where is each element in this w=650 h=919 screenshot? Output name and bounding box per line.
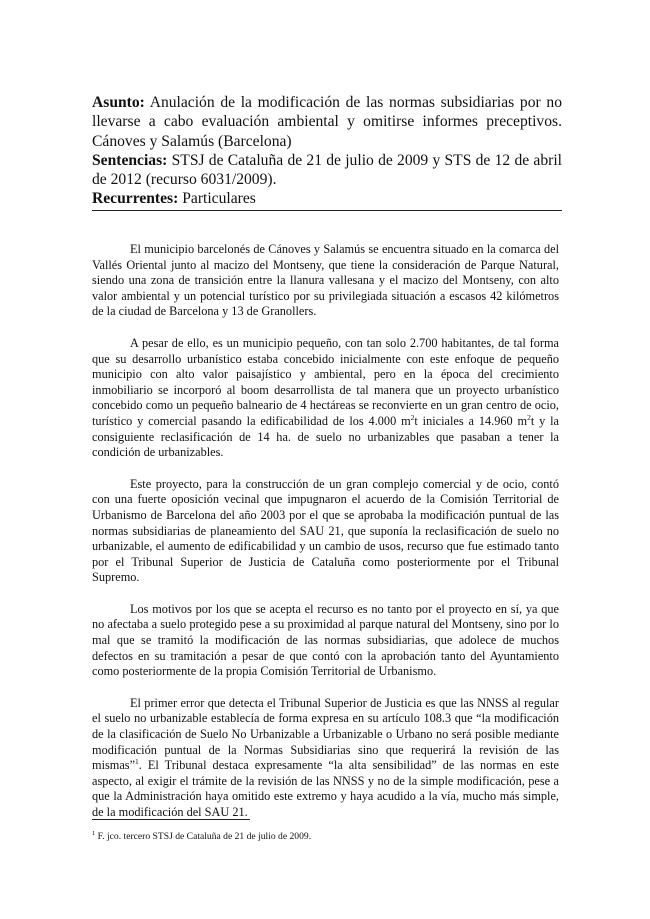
footnote — [92, 831, 562, 843]
paragraph-5 — [92, 696, 559, 821]
paragraph-2-part-a: A pesar de ello, es un municipio pequeño, con tan solo 2.700 habitantes, de tal forma que su desarrollo urbanístico estaba concebido inicialmente con este enfoque de pequeño municipio con alto valor paisajístico y ambiental, pero en la época del crecimiento inmobiliario se incorporó al boom desarrollista de tal manera que un proyecto urbanístico concebido como un pequeño balneario de 4 hectáreas se reconvierte en un gran centro de ocio, turístico y comercial pasando la edificabilidad de los 4.000 m — [92, 335, 559, 428]
paragraph-2 — [92, 336, 559, 461]
appellants-text: Particulares — [182, 190, 256, 208]
document-body — [92, 242, 559, 837]
paragraph-5-part-b: . El Tribunal destaca expresamente “la alta sensibilidad” de las normas en este aspecto, al exigir el trámite de la revisión de las NNSS y no de la simple modificación, pese a que la Administración haya omitido este extremo y haya acudido a la vía, mucho más simple, de la modificación del SAU 21. — [92, 758, 559, 819]
superscript-squared: 2 — [410, 412, 415, 422]
appellants-row — [92, 189, 562, 208]
paragraph-2-part-c: t y la consiguiente reclasificación de 14 ha. de suelo no urbanizables que pasaban a tener la condición de urbanizables. — [92, 413, 559, 460]
superscript-squared: 2 — [527, 412, 531, 422]
sentences-row — [92, 151, 562, 190]
document-header — [92, 93, 562, 211]
paragraph-2-part-b: t iniciales a 14.960 m — [414, 413, 528, 428]
footnote-number: 1 — [92, 830, 96, 837]
subject-label: Asunto: — [92, 94, 145, 111]
paragraph-4: Los motivos por los que se acepta el recurso es no tanto por el proyecto en sí, ya que no afectaba a suelo protegido pese a su proximidad al parque natural del Montseny, sino por lo mal que se tramitó la modificación de las normas subsidiarias, que adolece de muchos defectos en su tramitación a pesar de que contó con la aprobación tanto del Ayuntamiento como posteriormente de la propia Comisión Territorial de Urbanismo. — [92, 601, 559, 679]
footnote-divider — [92, 819, 250, 820]
footnote-reference[interactable]: 1 — [135, 757, 139, 767]
subject-row — [92, 93, 562, 151]
paragraph-1: El municipio barcelonés de Cánoves y Salamús se encuentra situado en la comarca del Vallés Oriental junto al macizo del Montseny, que tiene la consideración de Parque Natural, siendo una zona de transición entre la llanura vallesana y el macizo del Montseny, con alto valor ambiental y un potencial turístico por su privilegiada situación a escasos 42 kilómetros de la ciudad de Barcelona y 13 de Granollers. — [92, 242, 559, 319]
sentences-label: Sentencias: — [92, 151, 168, 169]
subject-text: Anulación de la modificación de las normas subsidiarias por no llevarse a cabo evaluación ambiental y omitirse informes preceptivos. Cánoves y Salamús (Barcelona) — [92, 94, 562, 150]
sentences-text: STSJ de Cataluña de 21 de julio de 2009 y STS de 12 de abril de 2012 (recurso 6031/2009). — [92, 151, 562, 189]
paragraph-5-part-a: El primer error que detecta el Tribunal Superior de Justicia es que las NNSS al regular el suelo no urbanizable establecía de forma expresa en su artículo 108.3 que “la modificación de la clasificación de Suelo No Urbanizable a Urbanizable o Urbano no será posible mediante modificación puntual de la Normas Subsidiarias sino que requerirá la revisión de las mismas” — [92, 695, 559, 773]
footnote-text: F. jco. tercero STSJ de Cataluña de 21 de julio de 2009. — [95, 831, 312, 842]
appellants-label: Recurrentes: — [92, 190, 179, 208]
paragraph-3: Este proyecto, para la construcción de un gran complejo comercial y de ocio, contó con una fuerte oposición vecinal que impugnaron el acuerdo de la Comisión Territorial de Urbanismo de Barcelona del año 2003 por el que se aprobaba la modificación puntual de las normas subsidiarias de planeamiento del SAU 21, que suponía la reclasificación de suelo no urbanizable, el aumento de edificabilidad y un cambio de usos, recurso que fue estimado tanto por el Tribunal Superior de Justicia de Cataluña como posteriormente por el Tribunal Supremo. — [92, 476, 559, 585]
